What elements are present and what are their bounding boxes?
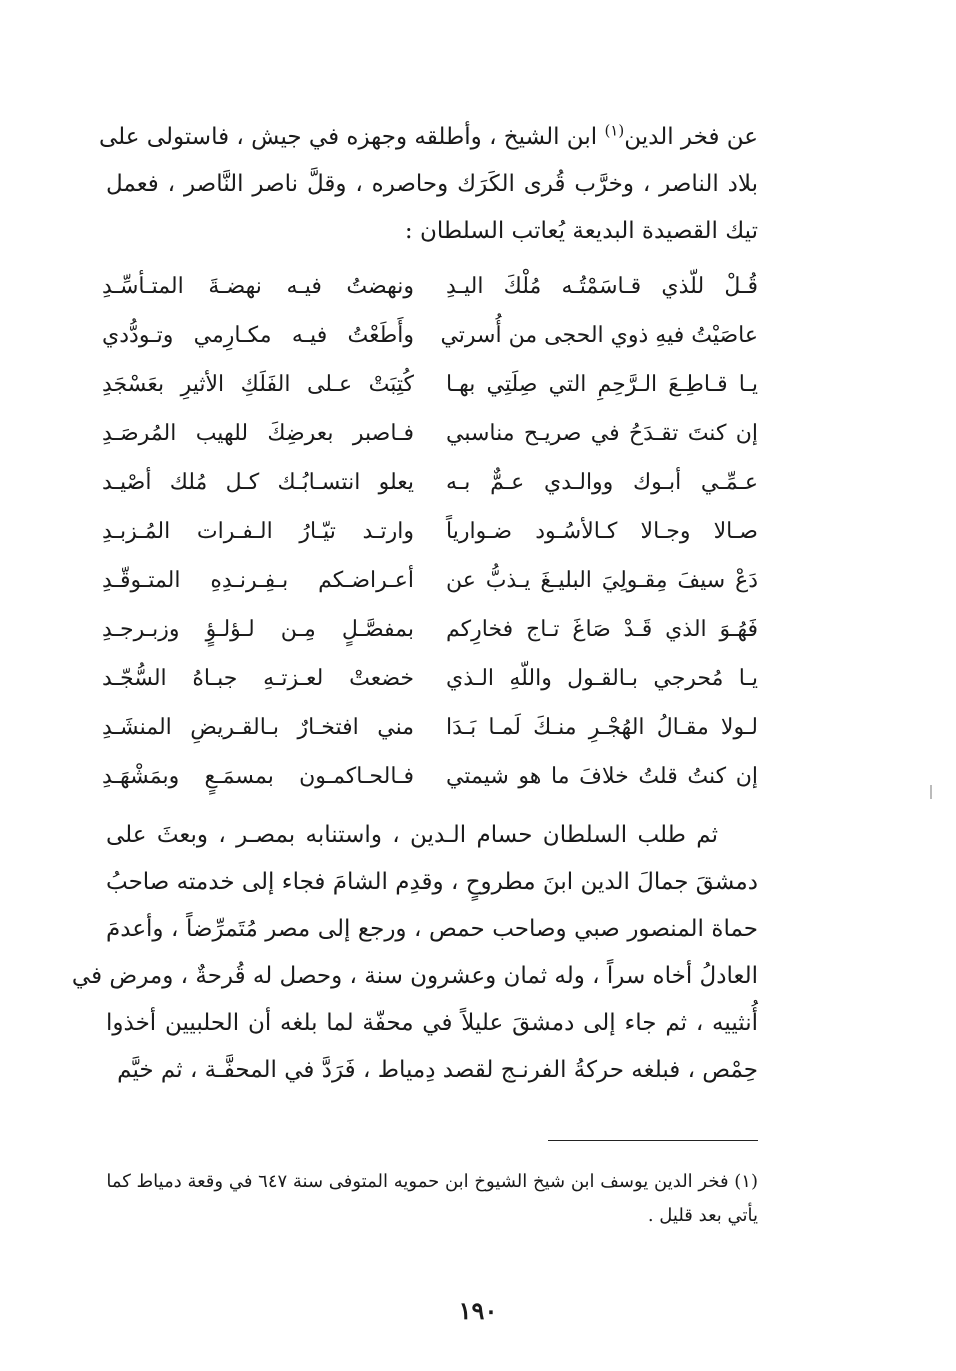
poem-verse — [102, 458, 758, 507]
verse-second-hemistich: بمفصَّـلٍ مِـن لـؤلـؤٍ وزبـرجـدِ — [102, 617, 414, 642]
verse-first-hemistich: لـولا مقـالُ الهُجْـرِ منـكَ لَمـا بَـدَا — [446, 715, 758, 740]
poem-verse — [102, 703, 758, 752]
poem-verse — [102, 262, 758, 311]
verse-second-hemistich: فـاصبر بعرضِكَ للهيب المُرصَـدِ — [102, 421, 414, 446]
verse-first-hemistich: يـا مُحرجي بـالقـول واللّهِ الـذي — [446, 666, 758, 691]
poem — [102, 262, 758, 801]
poem-verse — [102, 605, 758, 654]
verse-first-hemistich: قُـلْ للّذي قـاسَمْتُـه مُلْكَ اليـدِ — [446, 274, 758, 299]
footnote-line: (١) فخر الدين يوسف ابن شيخ الشيوخ ابن حمويه المتوفى سنة ٦٤٧ في وقعة دمياط كما — [106, 1171, 758, 1192]
verse-second-hemistich: يعلو انتسـابُـك كـل مُلك أصْيـد — [102, 470, 414, 495]
scan-speck — [930, 785, 932, 799]
poem-verse — [102, 507, 758, 556]
footnote-line: يأتي بعد قليل . — [647, 1205, 758, 1226]
verse-second-hemistich: ونهضتُ فيـه نهضـةَ المتـأسِّـدِ — [102, 274, 414, 299]
poem-verse — [102, 752, 758, 801]
intro-paragraph — [98, 114, 758, 255]
verse-first-hemistich: صـالا وجـالا كـالأسُـود ضـوارياً — [446, 519, 758, 544]
closing-line: حماة المنصور صبي وصاحب حمص ، ورجع إلى مصر مُتَمرِّضاً ، وأعدمَ — [106, 916, 758, 942]
footnote-separator — [548, 1140, 758, 1141]
verse-first-hemistich: يـا قـاطِـعَ الـرَّحِمِ التي صِلَتِي بهـا — [446, 372, 758, 397]
intro-line: تيك القصيدة البديعة يُعاتب السلطان : — [404, 218, 758, 244]
closing-line: أُنثييه ، ثم جاء إلى دمشقَ عليلاً في محفّة لما بلغه أن الحلبيين أخذوا — [106, 1010, 758, 1036]
verse-first-hemistich: عـمِّـي أبـوك ووالـدي عـمٌّ بـه — [446, 470, 758, 495]
verse-second-hemistich: أعـراضـكم بـفِـرنـدِهِ المتـوقّـدِ — [102, 568, 414, 593]
poem-verse — [102, 311, 758, 360]
closing-line: دمشقَ جمالَ الدين ابنَ مطروحٍ ، وقدِم الشامَ فجاء إلى خدمته صاحبُ — [106, 869, 758, 895]
verse-first-hemistich: دَعْ سيفَ مِقـولِيَ البليـغَ يـذبُّ عن — [446, 568, 758, 593]
closing-line: حِمْص ، فبلغه حركةُ الفرنـج لقصد دِمياط ، فَرَدَّ في المحفَّـة ، ثم خيَّم — [117, 1057, 758, 1083]
closing-paragraph — [71, 812, 758, 1094]
page-number: ١٩٠ — [458, 1296, 498, 1325]
closing-line: العادلُ أخاه سراً ، وله ثمان وعشرون سنة ، وحصل له قُرحةٌ ، ومرض في — [71, 963, 758, 989]
verse-second-hemistich: فـالحـاكمـون بمسمَـعٍ وبمَشْهَـدِ — [102, 764, 414, 789]
closing-line: ثم طلب السلطان حسام الـدين ، واستنابه بمصـر ، وبعثَ على — [106, 822, 718, 848]
verse-second-hemistich: خضعتْ لعـزتـهِ جبـاهُ السُّجّـد — [102, 666, 414, 691]
intro-line: بلاد الناصر ، وخرَّب قُرى الكَرَك وحاصره ، وقلَّ ناصر النَّاصر ، فعمل — [106, 171, 758, 197]
verse-second-hemistich: وأَطَعْتُ فيـه مكـارِمي وتـودُّدي — [102, 323, 414, 348]
intro-line — [98, 114, 758, 161]
intro-line-rest: ابن الشيخ ، وأطلقه وجهزه في جيش ، فاستولى على — [98, 124, 598, 150]
footnote-reference: (١) — [604, 121, 625, 140]
poem-verse — [102, 360, 758, 409]
verse-first-hemistich: عاصَيْتُ فيهِ ذوي الحجى من أُسرتي — [440, 323, 758, 348]
poem-verse — [102, 556, 758, 605]
verse-second-hemistich: وارتـد تيّـارُ الـفـرات المُـزبـدِ — [102, 519, 414, 544]
verse-first-hemistich: إن كنتَ تقـدَحُ في صريـح مناسبي — [446, 421, 758, 446]
verse-second-hemistich: مني افتخـارٌ بـالقـريضِ المنشَـدِ — [102, 715, 414, 740]
verse-first-hemistich: فَهُـوَ الذي قَـدْ صَاغَ تـاج فخارِكم — [446, 617, 758, 642]
intro-line-start: عن فخر الدين — [624, 124, 758, 150]
verse-first-hemistich: إن كنتُ قلتُ خلافَ ما هو شيمتي — [446, 764, 758, 789]
poem-verse — [102, 654, 758, 703]
footnote — [93, 1165, 758, 1233]
verse-second-hemistich: كُتِبَتْ عـلى الفَلَكِ الأثيرِ بعَسْجَدِ — [102, 372, 414, 397]
poem-verse — [102, 409, 758, 458]
